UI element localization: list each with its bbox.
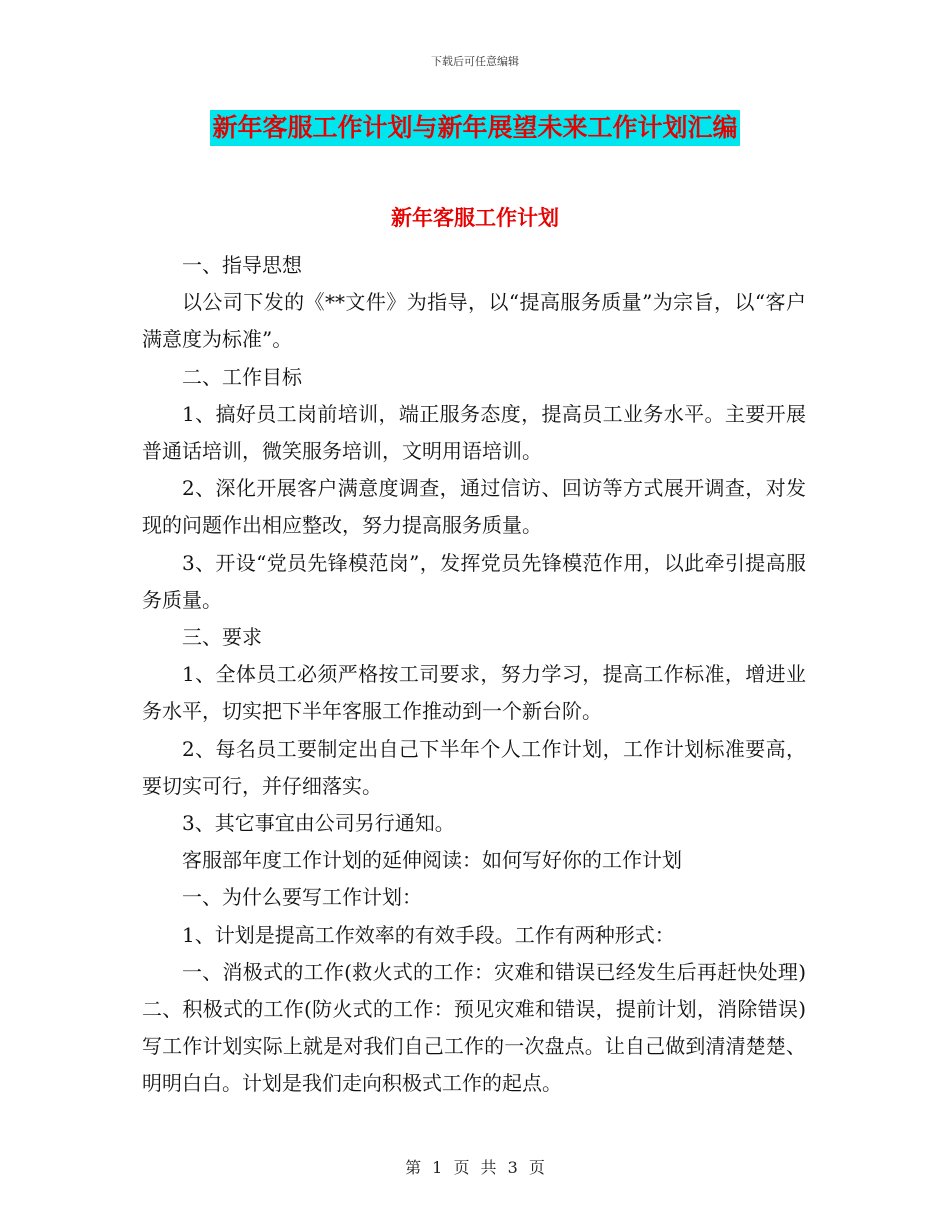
section-title: 新年客服工作计划: [391, 206, 559, 230]
main-title-wrapper: [0, 110, 950, 146]
heading-guiding-thought: 一、指导思想: [182, 253, 302, 277]
main-title: 新年客服工作计划与新年展望未来工作计划汇编: [210, 110, 739, 146]
page-footer: 第 1 页 共 3 页: [405, 1158, 545, 1177]
paragraph: 一、消极式的工作(救火式的工作：灾难和错误已经发生后再赶快处理)二、积极式的工作(防火式的工作：预见灾难和错误，提前计划，消除错误)写工作计划实际上就是对我们自己工作的一次盘点。让自己做到清清楚楚、明明白白。计划是我们走向积极式工作的起点。: [142, 959, 806, 1096]
paragraph: 1、全体员工必须严格按工司要求，努力学习，提高工作标准，增进业务水平，切实把下半年客服工作推动到一个新台阶。: [142, 662, 806, 724]
paragraph: 2、深化开展客户满意度调查，通过信访、回访等方式展开调查，对发现的问题作出相应整改，努力提高服务质量。: [142, 476, 806, 538]
heading-why-plan: 一、为什么要写工作计划：: [182, 885, 422, 910]
paragraph: 1、搞好员工岗前培训，端正服务态度，提高员工业务水平。主要开展普通话培训，微笑服务培训，文明用语培训。: [142, 401, 806, 464]
heading-work-goals: 二、工作目标: [182, 364, 302, 389]
paragraph: 3、开设“党员先锋模范岗”，发挥党员先锋模范作用，以此牵引提高服务质量。: [142, 550, 806, 612]
paragraph: 3、其它事宜由公司另行通知。: [182, 811, 455, 836]
paragraph: 2、每名员工要制定出自己下半年个人工作计划，工作计划标准要高，要切实可行，并仔细落实。: [142, 736, 806, 798]
document-body: [142, 247, 806, 1103]
header-note: 下载后可任意编辑: [431, 55, 519, 68]
paragraph: 1、计划是提高工作效率的有效手段。工作有两种形式：: [182, 922, 675, 947]
paragraph: 客服部年度工作计划的延伸阅读：如何写好你的工作计划: [182, 848, 682, 873]
paragraph: 以公司下发的《**文件》为指导，以“提高服务质量”为宗旨，以“客户满意度为标准”。: [142, 290, 806, 352]
heading-requirements: 三、要求: [182, 625, 262, 650]
